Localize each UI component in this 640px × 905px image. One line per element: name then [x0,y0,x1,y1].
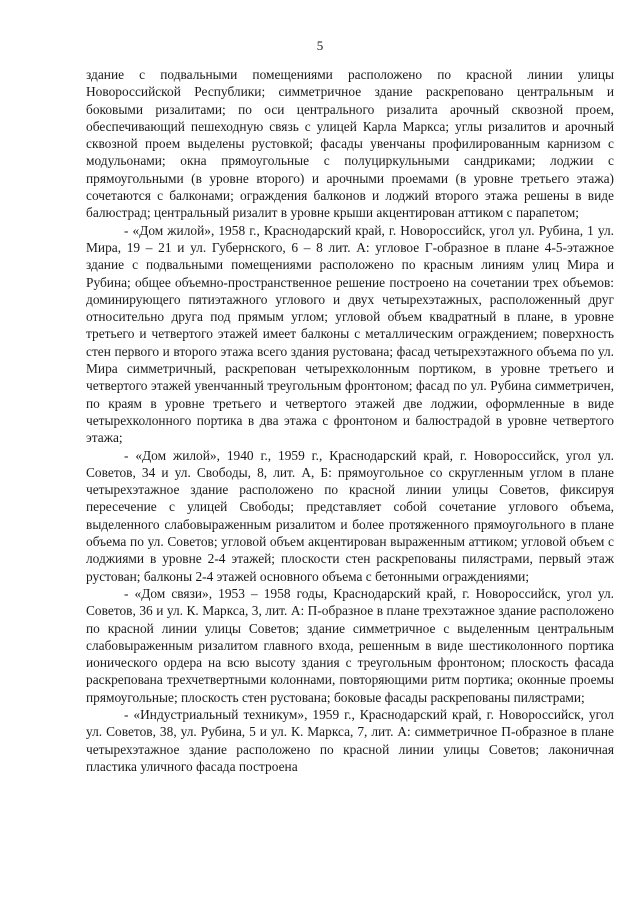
paragraph-industrialny-tekhnikum: - «Индустриальный техникум», 1959 г., Краснодарский край, г. Новороссийск, угол ул. Советов, 38, ул. Рубина, 5 и ул. К. Маркса, 7, лит. А: симметричное П-образное в плане четырехэтажное здание расположено по красной линии улицы Советов; лаконичная пластика уличного фасада построена [86,706,614,774]
document-body [86,66,614,775]
paragraph-dom-zhiloy-1940: - «Дом жилой», 1940 г., 1959 г., Краснодарский край, г. Новороссийск, угол ул. Советов, 34 и ул. Свободы, 8, лит. А, Б: прямоугольное со скругленным углом в плане четырехэтажное здание расположено по красной линии улицы Советов, фиксируя пересечение с улицей Свободы; представляет собой сочетание углового объема, выделенного слабовыраженным ризалитом и более протяженного прямоугольного в плане объема по ул. Советов; угловой объем акцентирован выраженным аттиком; угловой объем с лоджиями в уровне 2-4 этажей; плоскости стен раскрепованы пилястрами, первый этаж рустован; балконы 2-4 этажей основного объема с бетонными ограждениями; [86,447,614,584]
paragraph-dom-zhiloy-1958: - «Дом жилой», 1958 г., Краснодарский край, г. Новороссийск, угол ул. Рубина, 1 ул. Мира, 19 – 21 и ул. Губернского, 6 – 8 лит. А: угловое Г-образное в плане 4-5-этажное здание с подвальными помещениями расположено по красным линиям улиц Мира и Рубина; общее объемно-пространственное решение построено на сочетании трех объемов: доминирующего пятиэтажного углового и двух четырехэтажных, расположенный друг относительно друга под прямым углом; угловой объем квадратный в плане, в уровне третьего и четвертого этажей имеет балконы с металлическим ограждением; поверхность стен первого и второго этажа всего здания рустована; фасад четырехэтажного объема по ул. Мира симметричный, раскрепован четырехколонным портиком, в уровне третьего и четвертого этажей увенчанный треугольным фронтоном; фасад по ул. Рубина симметричен, по краям в уровне третьего и четвертого этажей две лоджии, оформленные в виде четырехколонного портика в два этажа с фронтоном и балюстрадой в уровне четвертого этажа; [86,222,614,446]
paragraph-continuation: здание с подвальными помещениями расположено по красной линии улицы Новороссийской Республики; симметричное здание раскреповано центральным и боковыми ризалитами; по оси центрального ризалита арочный сквозной проем, обеспечивающий пешеходную связь с улицей Карла Маркса; углы ризалитов и арочный сквозной проем выделены рустовкой; фасады увенчаны профилированным карнизом с модульонами; окна прямоугольные с полуциркульными сандриками; лоджии с прямоугольными (в уровне второго) и арочными проемами (в уровне третьего этажа) сочетаются с балконами; ограждения балконов и лоджий второго этажа решены в виде балюстрад; центральный ризалит в уровне крыши акцентирован аттиком с парапетом; [86,67,614,221]
page-number: 5 [316,38,324,53]
paragraph-dom-svyazi: - «Дом связи», 1953 – 1958 годы, Краснодарский край, г. Новороссийск, угол ул. Советов, 36 и ул. К. Маркса, 3, лит. А: П-образное в плане трехэтажное здание расположено по красной линии улицы Советов; здание симметричное с выделенным центральным слабовыраженным ризалитом главного входа, решенным в виде шестиколонного портика ионического ордера на всю высоту здания с треугольным фронтоном; плоскость фасада раскрепована трехчетвертными колоннами, повторяющими ритм портика; оконные проемы прямоугольные; плоскость стен рустована; боковые фасады раскрепованы пилястрами; [86,585,614,705]
